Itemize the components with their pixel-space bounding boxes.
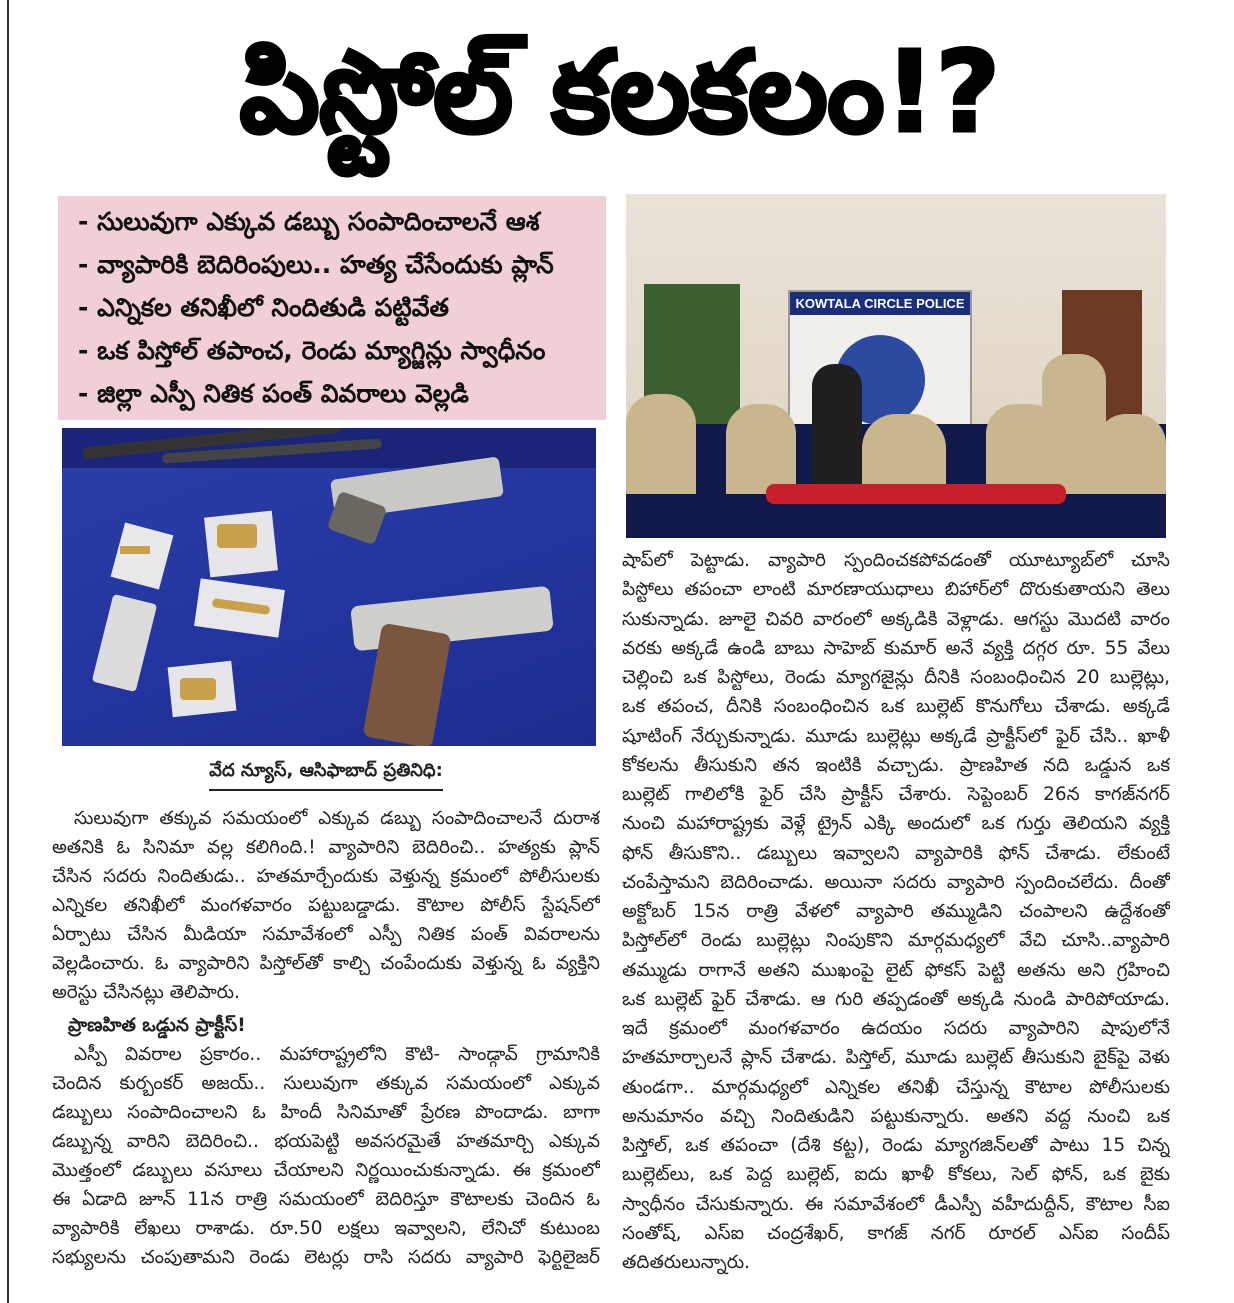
text-line: అక్టోబర్ 15న రాత్రి వేళలో వ్యాపారి తమ్ముడిని చంపాలని ఉద్దేశంతో	[622, 901, 1170, 922]
highlight-item: - జిల్లా ఎస్పీ నితిక పంత్ వివరాలు వెల్లడి	[78, 379, 469, 408]
text-line: షాప్‌లో పెట్టాడు. వ్యాపారి స్పందించకపోవడంతో యూట్యూబ్‌లో చూసి	[622, 550, 1170, 571]
text-line: చెందిన కుర్బంకర్ అజయ్.. సులువుగా తక్కువ సమయంలో ఎక్కువ	[52, 1073, 600, 1094]
text-line: వ్యాపారికి లేఖలు రాశాడు. రూ.50 లక్షలు ఇవ్వాలని, లేనిచో కుటుంబ	[52, 1218, 600, 1239]
highlight-item: - వ్యాపారికి బెదిరింపులు.. హత్య చేసేందుకు ప్లాన్	[78, 250, 554, 279]
text-line: నుంచి మహారాష్ట్రకు వెళ్లే ట్రైన్ ఎక్కి అందులో ఒక గుర్తు తెలియని వ్యక్తి	[622, 813, 1170, 835]
text-line: ఇదే క్రమంలో మంగళవారం ఉదయం సదరు వ్యాపారిని షాపులోనే	[622, 1018, 1170, 1039]
text-line: అతనికి ఓ సినిమా వల్ల కలిగింది.! వ్యాపారిని బెదిరించి.. హత్యకు ప్లాన్	[52, 837, 600, 858]
text-line: స్వాధీనం చేసుకున్నారు. ఈ సమావేశంలో డీఎస్పీ వహీదుద్దీన్, కౌటాల సీఐ	[622, 1193, 1170, 1215]
text-line: డబ్బులు సంపాదించాలని ఓ హిందీ సినిమాతో ప్రేరణ పొందాడు. బాగా	[52, 1102, 600, 1123]
text-line: డబ్బున్న వారిని బెదిరించి.. భయపెట్టి అవసరమైతే హతమార్చి ఎక్కువ	[52, 1131, 600, 1152]
text-line: అరెస్టు చేసినట్లు తెలిపారు.	[52, 982, 240, 1003]
text-line: చేసిన సదరు నిందితుడు.. హతమార్చేందుకు వెళ్తున్న క్రమంలో పోలీసులకు	[52, 866, 600, 887]
banner-title: KOWTALA CIRCLE POLICE	[790, 292, 970, 315]
article-right-column	[622, 546, 1170, 1281]
seized-weapons-photo	[62, 428, 596, 746]
text-line: బుల్లెట్ గాలిలోకి ఫైర్ చేసి ప్రాక్టీస్ చేశారు. సెప్టెంబర్ 26న కాగజ్‌నగర్	[622, 784, 1170, 805]
text-line: వరకు అక్కడే ఉండి బాబు సాహెబ్ కుమార్ అనే వ్యక్తి దగ్గర రూ. 55 వేలు	[622, 637, 1170, 659]
text-line: మొత్తంలో డబ్బులు వసూలు చేయాలని నిర్ణయించుకున్నాడు. ఈ క్రమంలో	[52, 1160, 600, 1181]
highlight-item: - ఒక పిస్తోల్ తపాంచ, రెండు మ్యాగ్జిన్లు స్వాధీనం	[78, 336, 546, 365]
text-line: బుల్లెట్‌లు, ఒక పెద్ద బుల్లెట్, ఐదు ఖాళీ కోకలు, సెల్ ఫోన్, ఒక బైకు	[622, 1164, 1170, 1186]
byline: వేద న్యూస్, ఆసిఫాబాద్ ప్రతినిధి:	[52, 760, 600, 791]
body-paragraph	[52, 1040, 600, 1272]
text-line: ఈ ఏడాది జూన్ 11న రాత్రి సమయంలో బెదిరిస్తూ కౌటాలకు చెందిన ఓ	[52, 1189, 600, 1210]
highlight-item: - ఎన్నికల తనిఖీలో నిందితుడి పట్టివేత	[78, 293, 449, 322]
text-line: చంపేస్తామని బెదిరించాడు. అయినా సదరు వ్యాపారి స్పందించలేదు. దీంతో	[622, 871, 1170, 893]
text-line: సభ్యులను చంపుతామని రెండు లెటర్లు రాసి సదరు వ్యాపారి ఫెర్టిలైజర్	[52, 1247, 600, 1268]
text-line: చెల్లించి ఒక పిస్టోలు, రెండు మ్యాగజైన్లు దీనికి సంబంధించిన 20 బుల్లెట్లు,	[622, 667, 1170, 688]
highlight-item: - సులువుగా ఎక్కువ డబ్బు సంపాదించాలనే ఆశ	[78, 207, 540, 236]
text-line: పిస్తోల్, ఒక తపంచా (దేశి కట్ట), రెండు మ్యాగజిన్‌లతో పాటు 15 చిన్న	[622, 1135, 1170, 1156]
text-line: సుకున్నాడు. జూలై చివరి వారంలో అక్కడికి వెళ్లాడు. ఆగస్టు మొదటి వారం	[622, 608, 1170, 630]
headline: పిస్టోల్ కలకలం!?	[239, 28, 1001, 158]
text-line: సంతోష్, ఎస్ఐ చంద్రశేఖర్, కాగజ్ నగర్ రూరల్ ఎస్ఐ సందీప్	[622, 1222, 1170, 1244]
text-line: తమ్ముడు రాగానే అతని ముఖంపై లైట్ ఫోకస్ పెట్టి అతను అని గ్రహించి	[622, 959, 1170, 981]
text-line: తదితరులున్నారు.	[622, 1252, 750, 1273]
text-line: ఒక తపంచ, దీనికి సంబంధించిన ఒక బుల్లెట్ కొనుగోలు చేశాడు. అక్కడే	[622, 696, 1170, 718]
intro-paragraph	[52, 804, 600, 1007]
text-line: కోకలను తీసుకుని తన ఇంటికి వచ్చాడు. ప్రాణహిత నది ఒడ్డున ఒక	[622, 754, 1170, 776]
text-line: తుండగా.. మార్గమధ్యలో ఎన్నికల తనిఖీ చేస్తున్న కౌటాల పోలీసులకు	[622, 1076, 1170, 1098]
subheading: ప్రాణహిత ఒడ్డున ప్రాక్టీస్!	[68, 1015, 246, 1036]
text-line: ఎన్నికల తనిఖీలో మంగళవారం పట్టుబడ్డాడు. కౌటాల పోలీస్ స్టేషన్‌లో	[52, 895, 600, 916]
text-line: పిస్టోలు తపంచా లాంటి మారణాయుధాలు బిహార్‌లో దొరుకుతాయని తెలు	[622, 579, 1170, 601]
text-line: హతమార్చాలనే ప్లాన్ చేశాడు. పిస్తోల్, మూడు బుల్లెట్ తీసుకుని బైక్‌పై వెళు	[622, 1047, 1170, 1069]
text-line: ఫోన్ తీసుకొని.. డబ్బులు ఇవ్వాలని వ్యాపారికి ఫోన్ చేశాడు. లేకుంటే	[622, 842, 1170, 864]
text-line: ఒక బుల్లెట్ ఫైర్ చేశాడు. ఆ గురి తప్పడంతో అక్కడి నుండి పారిపోయాడు.	[622, 988, 1170, 1010]
text-line: సులువుగా తక్కువ సమయంలో ఎక్కువ డబ్బు సంపాదించాలనే దురాశ	[74, 808, 600, 829]
article-left-column	[52, 804, 600, 1272]
press-meet-photo	[626, 194, 1166, 538]
text-line: షూటింగ్ నేర్చుకున్నాడు. మూడు బుల్లెట్లు అక్కడే ప్రాక్టీస్‌లో ఫైర్ చేసి.. ఖాళీ	[622, 725, 1170, 747]
text-line: అనుమానం వచ్చి నిందితుడిని పట్టుకున్నారు. అతని వద్ద నుంచి ఒక	[622, 1105, 1170, 1127]
text-line: వెల్లడించారు. ఓ వ్యాపారిని పిస్తోల్‌తో కాల్చి చంపేందుకు వెళ్తున్న ఓ వ్యక్తిని	[52, 953, 600, 974]
text-line: ఏర్పాటు చేసిన మీడియా సమావేశంలో ఎస్పీ నితిక పంత్ వివరాలను	[52, 924, 600, 945]
text-line: పిస్తోల్‌లో రెండు బుల్లెట్లు నింపుకొని మార్గమధ్యలో వేచి చూసి..వ్యాపారి	[622, 930, 1170, 952]
highlights-box	[58, 196, 606, 420]
continued-paragraph	[622, 546, 1170, 1277]
text-line: ఎస్పీ వివరాల ప్రకారం.. మహారాష్ట్రలోని కౌటి- సాండ్గావ్ గ్రామానికి	[74, 1044, 600, 1065]
column-rule	[7, 0, 9, 1303]
